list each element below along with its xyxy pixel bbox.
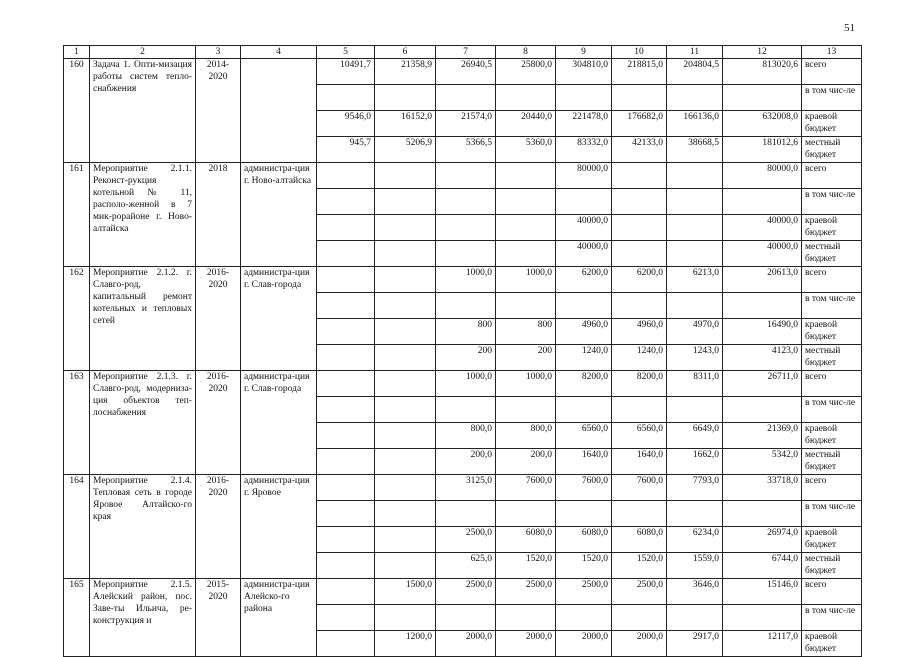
amount-cell: 800 (436, 319, 496, 345)
amount-cell (375, 241, 436, 267)
amount-cell: 21369,0 (723, 423, 802, 449)
measure-name-cell: Мероприятие 2.1.1. Реконст-рукция котельной № 11, располо-женной в 7 мик-рорайоне г. Ново-алтайска (90, 163, 196, 267)
page-number: 51 (844, 22, 855, 34)
amount-cell: 2500,0 (436, 527, 496, 553)
amount-cell: 20613,0 (723, 267, 802, 293)
amount-cell (375, 345, 436, 371)
amount-cell (317, 605, 375, 631)
amount-cell (317, 241, 375, 267)
funding-source-cell: всего (802, 371, 862, 397)
amount-cell (667, 605, 723, 631)
amount-cell (375, 553, 436, 579)
amount-cell: 1520,0 (496, 553, 556, 579)
funding-source-cell: всего (802, 579, 862, 605)
amount-cell: 7600,0 (496, 475, 556, 501)
column-header: 9 (556, 46, 612, 59)
period-cell: 2014-2020 (196, 59, 241, 163)
amount-cell: 2500,0 (556, 579, 612, 605)
amount-cell (723, 189, 802, 215)
amount-cell (496, 501, 556, 527)
amount-cell: 2000,0 (612, 631, 667, 657)
header-row (64, 46, 862, 59)
amount-cell: 6234,0 (667, 527, 723, 553)
amount-cell: 4970,0 (667, 319, 723, 345)
column-header: 4 (241, 46, 317, 59)
amount-cell: 1000,0 (436, 267, 496, 293)
amount-cell (612, 241, 667, 267)
amount-cell (436, 397, 496, 423)
amount-cell: 12117,0 (723, 631, 802, 657)
amount-cell (436, 293, 496, 319)
amount-cell: 6200,0 (612, 267, 667, 293)
funding-source-cell: всего (802, 267, 862, 293)
amount-cell (667, 501, 723, 527)
amount-cell (496, 189, 556, 215)
amount-cell: 1243,0 (667, 345, 723, 371)
amount-cell (667, 397, 723, 423)
amount-cell (612, 215, 667, 241)
amount-cell (375, 501, 436, 527)
column-header: 1 (64, 46, 90, 59)
row-number-cell: 164 (64, 475, 90, 579)
amount-cell (317, 189, 375, 215)
amount-cell: 1640,0 (556, 449, 612, 475)
measure-name-cell: Мероприятие 2.1.4. Тепловая сеть в городе Яровое Алтайско-го края (90, 475, 196, 579)
funding-source-cell: краевой бюджет (802, 527, 862, 553)
amount-cell: 1500,0 (375, 579, 436, 605)
amount-cell (667, 189, 723, 215)
executor-cell: администра-ция Алейско-го района (241, 579, 317, 657)
amount-cell (317, 449, 375, 475)
amount-cell (317, 319, 375, 345)
amount-cell: 16152,0 (375, 111, 436, 137)
amount-cell: 26974,0 (723, 527, 802, 553)
funding-source-cell: в том чис-ле (802, 605, 862, 631)
amount-cell (375, 189, 436, 215)
amount-cell (375, 293, 436, 319)
column-header: 3 (196, 46, 241, 59)
amount-cell (496, 85, 556, 111)
amount-cell (496, 215, 556, 241)
amount-cell: 2500,0 (436, 579, 496, 605)
funding-source-cell: в том чис-ле (802, 85, 862, 111)
amount-cell: 9546,0 (317, 111, 375, 137)
amount-cell (612, 293, 667, 319)
amount-cell (375, 423, 436, 449)
executor-cell (241, 59, 317, 163)
amount-cell: 6080,0 (612, 527, 667, 553)
amount-cell (667, 85, 723, 111)
period-cell: 2016-2020 (196, 475, 241, 579)
amount-cell: 6200,0 (556, 267, 612, 293)
amount-cell: 6649,0 (667, 423, 723, 449)
amount-cell (556, 501, 612, 527)
amount-cell: 176682,0 (612, 111, 667, 137)
amount-cell (667, 293, 723, 319)
table-row (64, 579, 862, 605)
amount-cell: 800,0 (436, 423, 496, 449)
amount-cell (723, 85, 802, 111)
row-number-cell: 165 (64, 579, 90, 657)
amount-cell (612, 605, 667, 631)
row-number-cell: 163 (64, 371, 90, 475)
amount-cell (436, 85, 496, 111)
amount-cell (375, 163, 436, 189)
amount-cell: 2000,0 (556, 631, 612, 657)
amount-cell: 6213,0 (667, 267, 723, 293)
amount-cell: 4960,0 (556, 319, 612, 345)
amount-cell: 83332,0 (556, 137, 612, 163)
amount-cell (496, 397, 556, 423)
amount-cell: 40000,0 (556, 215, 612, 241)
amount-cell: 2500,0 (612, 579, 667, 605)
amount-cell (436, 501, 496, 527)
amount-cell (612, 501, 667, 527)
amount-cell: 10491,7 (317, 59, 375, 85)
amount-cell: 1640,0 (612, 449, 667, 475)
amount-cell: 6080,0 (496, 527, 556, 553)
funding-source-cell: краевой бюджет (802, 423, 862, 449)
amount-cell (496, 241, 556, 267)
measure-name-cell: Задача 1. Опти-мизация работы систем тепло-снабжения (90, 59, 196, 163)
amount-cell: 200,0 (436, 449, 496, 475)
amount-cell (667, 215, 723, 241)
amount-cell: 166136,0 (667, 111, 723, 137)
funding-source-cell: краевой бюджет (802, 319, 862, 345)
amount-cell (375, 527, 436, 553)
funding-source-cell: в том чис-ле (802, 293, 862, 319)
amount-cell: 181012,6 (723, 137, 802, 163)
row-number-cell: 162 (64, 267, 90, 371)
funding-source-cell: краевой бюджет (802, 111, 862, 137)
table-row (64, 267, 862, 293)
budget-table (63, 45, 862, 657)
funding-source-cell: в том чис-ле (802, 397, 862, 423)
amount-cell (317, 579, 375, 605)
column-header: 5 (317, 46, 375, 59)
funding-source-cell: местный бюджет (802, 241, 862, 267)
funding-source-cell: всего (802, 163, 862, 189)
amount-cell (612, 163, 667, 189)
amount-cell: 7600,0 (612, 475, 667, 501)
amount-cell: 1240,0 (556, 345, 612, 371)
amount-cell: 945,7 (317, 137, 375, 163)
amount-cell: 200 (436, 345, 496, 371)
amount-cell (317, 345, 375, 371)
amount-cell: 16490,0 (723, 319, 802, 345)
amount-cell (375, 605, 436, 631)
amount-cell: 4960,0 (612, 319, 667, 345)
amount-cell (556, 397, 612, 423)
amount-cell (723, 397, 802, 423)
amount-cell (375, 267, 436, 293)
column-header: 8 (496, 46, 556, 59)
amount-cell (496, 163, 556, 189)
amount-cell: 2917,0 (667, 631, 723, 657)
column-header: 13 (802, 46, 862, 59)
amount-cell: 2000,0 (496, 631, 556, 657)
amount-cell (317, 631, 375, 657)
amount-cell: 3646,0 (667, 579, 723, 605)
measure-name-cell: Мероприятие 2.1.3. г. Славго-род, модерниза-ция объектов теп-лоснабжения (90, 371, 196, 475)
amount-cell: 40000,0 (556, 241, 612, 267)
amount-cell (317, 423, 375, 449)
amount-cell: 42133,0 (612, 137, 667, 163)
amount-cell (436, 215, 496, 241)
amount-cell: 1000,0 (496, 371, 556, 397)
amount-cell: 5360,0 (496, 137, 556, 163)
amount-cell: 8311,0 (667, 371, 723, 397)
amount-cell: 4123,0 (723, 345, 802, 371)
amount-cell (375, 449, 436, 475)
table-row (64, 371, 862, 397)
amount-cell: 304810,0 (556, 59, 612, 85)
funding-source-cell: в том чис-ле (802, 501, 862, 527)
amount-cell: 80000,0 (723, 163, 802, 189)
amount-cell: 221478,0 (556, 111, 612, 137)
amount-cell (667, 163, 723, 189)
amount-cell (375, 371, 436, 397)
funding-source-cell: краевой бюджет (802, 631, 862, 657)
amount-cell: 8200,0 (556, 371, 612, 397)
funding-source-cell: местный бюджет (802, 553, 862, 579)
period-cell: 2016-2020 (196, 267, 241, 371)
amount-cell (436, 241, 496, 267)
amount-cell: 5366,5 (436, 137, 496, 163)
amount-cell: 20440,0 (496, 111, 556, 137)
funding-source-cell: всего (802, 475, 862, 501)
amount-cell (375, 85, 436, 111)
amount-cell: 40000,0 (723, 241, 802, 267)
column-header: 12 (723, 46, 802, 59)
amount-cell: 6560,0 (556, 423, 612, 449)
amount-cell: 5206,9 (375, 137, 436, 163)
amount-cell: 6080,0 (556, 527, 612, 553)
amount-cell (723, 293, 802, 319)
amount-cell: 1000,0 (496, 267, 556, 293)
amount-cell: 204804,5 (667, 59, 723, 85)
amount-cell (436, 189, 496, 215)
amount-cell (375, 319, 436, 345)
measure-name-cell: Мероприятие 2.1.5. Алейский район, пос. Заве-ты Ильича, ре-конструкция и (90, 579, 196, 657)
measure-name-cell: Мероприятие 2.1.2. г. Славго-род, капитальный ремонт котельных и тепловых сетей (90, 267, 196, 371)
amount-cell: 21358,9 (375, 59, 436, 85)
amount-cell (317, 267, 375, 293)
period-cell: 2015-2020 (196, 579, 241, 657)
amount-cell (556, 85, 612, 111)
amount-cell (317, 501, 375, 527)
amount-cell: 5342,0 (723, 449, 802, 475)
row-number-cell: 161 (64, 163, 90, 267)
table-row (64, 163, 862, 189)
funding-source-cell: местный бюджет (802, 137, 862, 163)
amount-cell: 200,0 (496, 449, 556, 475)
amount-cell: 80000,0 (556, 163, 612, 189)
amount-cell: 1200,0 (375, 631, 436, 657)
column-header: 10 (612, 46, 667, 59)
amount-cell: 25800,0 (496, 59, 556, 85)
amount-cell (317, 527, 375, 553)
amount-cell (317, 163, 375, 189)
amount-cell: 2000,0 (436, 631, 496, 657)
amount-cell (556, 605, 612, 631)
funding-source-cell: в том чис-ле (802, 189, 862, 215)
amount-cell: 8200,0 (612, 371, 667, 397)
amount-cell: 1662,0 (667, 449, 723, 475)
amount-cell: 26711,0 (723, 371, 802, 397)
amount-cell: 40000,0 (723, 215, 802, 241)
amount-cell: 2500,0 (496, 579, 556, 605)
funding-source-cell: местный бюджет (802, 345, 862, 371)
table-row (64, 475, 862, 501)
amount-cell: 26940,5 (436, 59, 496, 85)
period-cell: 2018 (196, 163, 241, 267)
amount-cell (375, 475, 436, 501)
executor-cell: администра-ция г. Слав-города (241, 371, 317, 475)
amount-cell: 21574,0 (436, 111, 496, 137)
period-cell: 2016-2020 (196, 371, 241, 475)
amount-cell (436, 163, 496, 189)
amount-cell: 218815,0 (612, 59, 667, 85)
row-number-cell: 160 (64, 59, 90, 163)
amount-cell: 800 (496, 319, 556, 345)
amount-cell (317, 85, 375, 111)
amount-cell (612, 189, 667, 215)
amount-cell: 15146,0 (723, 579, 802, 605)
amount-cell: 6744,0 (723, 553, 802, 579)
funding-source-cell: всего (802, 59, 862, 85)
amount-cell (556, 189, 612, 215)
amount-cell: 7600,0 (556, 475, 612, 501)
amount-cell: 632008,0 (723, 111, 802, 137)
column-header: 2 (90, 46, 196, 59)
amount-cell: 1000,0 (436, 371, 496, 397)
amount-cell: 625,0 (436, 553, 496, 579)
executor-cell: администра-ция г. Ново-алтайска (241, 163, 317, 267)
amount-cell (317, 553, 375, 579)
amount-cell (317, 397, 375, 423)
amount-cell (436, 605, 496, 631)
amount-cell (317, 215, 375, 241)
amount-cell: 38668,5 (667, 137, 723, 163)
amount-cell: 3125,0 (436, 475, 496, 501)
amount-cell: 1520,0 (556, 553, 612, 579)
executor-cell: администра-ция г. Яровое (241, 475, 317, 579)
amount-cell (317, 371, 375, 397)
amount-cell (612, 397, 667, 423)
amount-cell (556, 293, 612, 319)
amount-cell (723, 501, 802, 527)
table-row (64, 59, 862, 85)
amount-cell: 33718,0 (723, 475, 802, 501)
amount-cell: 1520,0 (612, 553, 667, 579)
column-header: 11 (667, 46, 723, 59)
amount-cell (317, 293, 375, 319)
amount-cell: 200 (496, 345, 556, 371)
amount-cell (375, 215, 436, 241)
amount-cell (496, 605, 556, 631)
amount-cell: 6560,0 (612, 423, 667, 449)
amount-cell: 813020,6 (723, 59, 802, 85)
funding-source-cell: местный бюджет (802, 449, 862, 475)
executor-cell: администра-ция г. Слав-города (241, 267, 317, 371)
amount-cell (667, 241, 723, 267)
amount-cell: 800,0 (496, 423, 556, 449)
amount-cell: 1559,0 (667, 553, 723, 579)
amount-cell: 1240,0 (612, 345, 667, 371)
amount-cell (496, 293, 556, 319)
amount-cell: 7793,0 (667, 475, 723, 501)
amount-cell (317, 475, 375, 501)
amount-cell (723, 605, 802, 631)
column-header: 7 (436, 46, 496, 59)
column-header: 6 (375, 46, 436, 59)
amount-cell (612, 85, 667, 111)
funding-source-cell: краевой бюджет (802, 215, 862, 241)
amount-cell (375, 397, 436, 423)
